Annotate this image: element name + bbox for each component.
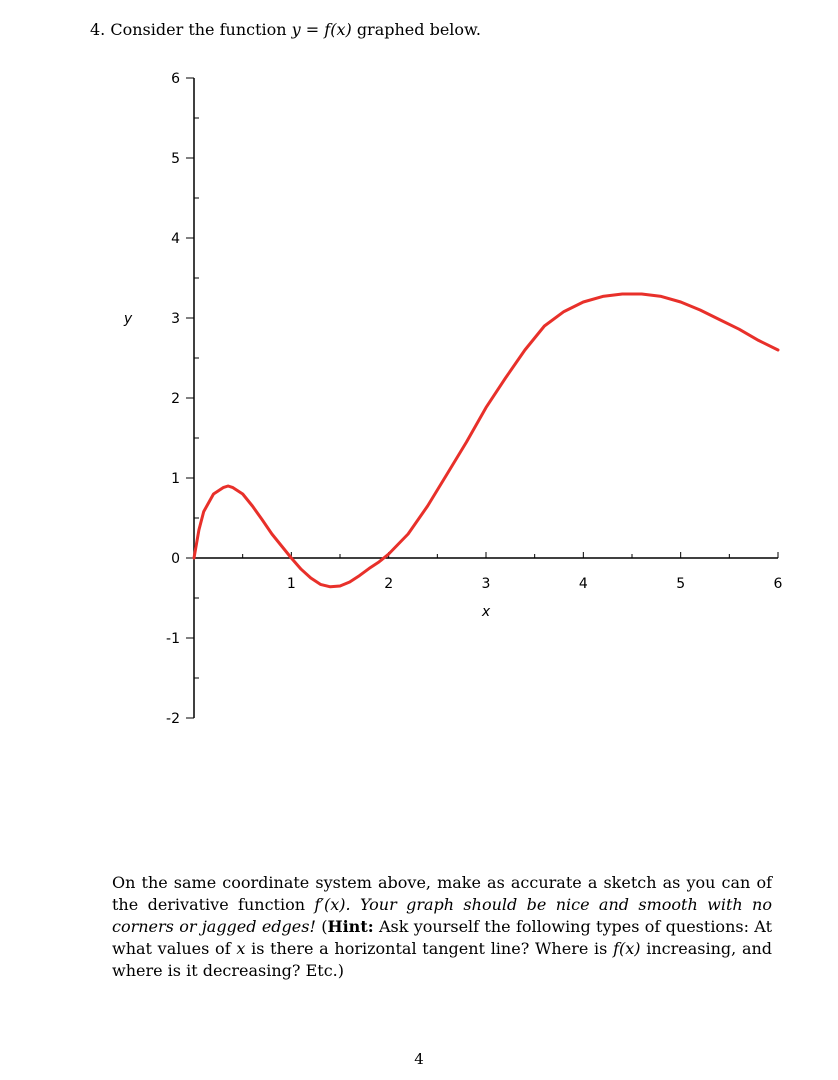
question-formula: y = f(x) xyxy=(291,20,352,39)
fx-notation: f(x) xyxy=(613,939,641,958)
question-text-after: graphed below. xyxy=(356,20,481,39)
y-tick-label: 0 xyxy=(171,551,180,567)
derivative-notation: f′(x). xyxy=(314,895,351,914)
x-axis-label: x xyxy=(481,604,491,620)
y-tick-label: -2 xyxy=(166,711,180,727)
x-tick-label: 2 xyxy=(384,576,394,592)
hint-label: Hint: xyxy=(327,917,374,936)
instructions-paragraph: On the same coordinate system above, make as accurate a sketch as you can of the derivative function f′(x). Your graph should be nice and smooth with no corners or jagged edges! (Hint: Ask yourself the following types of questions: At what values of x is there a horizontal tangent line? Where is f(x) increasing, and where is it decreasing? Etc.) xyxy=(112,873,773,980)
x-tick-label: 4 xyxy=(578,576,588,592)
y-axis-label: y xyxy=(123,311,133,327)
y-tick-label: 1 xyxy=(171,471,180,487)
instructions-part1: On the same coordinate system above, make as accurate a sketch as you can of the derivative function xyxy=(112,873,772,914)
y-tick-label: 3 xyxy=(171,311,180,327)
hint-text-3: increasing, and where is it decreasing? Etc.) xyxy=(112,939,773,980)
hint-text-1: Ask yourself the following types of questions: At what values of xyxy=(112,917,773,958)
hint-text-2: is there a horizontal tangent line? Where is xyxy=(251,939,608,958)
x-tick-label: 6 xyxy=(773,576,783,592)
series-line-f xyxy=(194,294,778,587)
question-text-before: Consider the function xyxy=(110,20,287,39)
x-tick-label: 1 xyxy=(286,576,296,592)
y-tick-label: 6 xyxy=(171,71,180,87)
x-tick-label: 3 xyxy=(481,576,491,592)
y-tick-label: -1 xyxy=(166,631,180,647)
x-tick-label: 5 xyxy=(676,576,686,592)
instructions-emphasis: Your graph should be nice and smooth with no corners or jagged edges! xyxy=(112,895,772,936)
var-x: x xyxy=(236,939,246,958)
y-tick-label: 2 xyxy=(171,391,180,407)
page-number: 4 xyxy=(414,1050,424,1068)
y-tick-label: 5 xyxy=(171,151,180,167)
y-tick-label: 4 xyxy=(171,231,180,247)
question-number: 4. xyxy=(90,20,106,39)
